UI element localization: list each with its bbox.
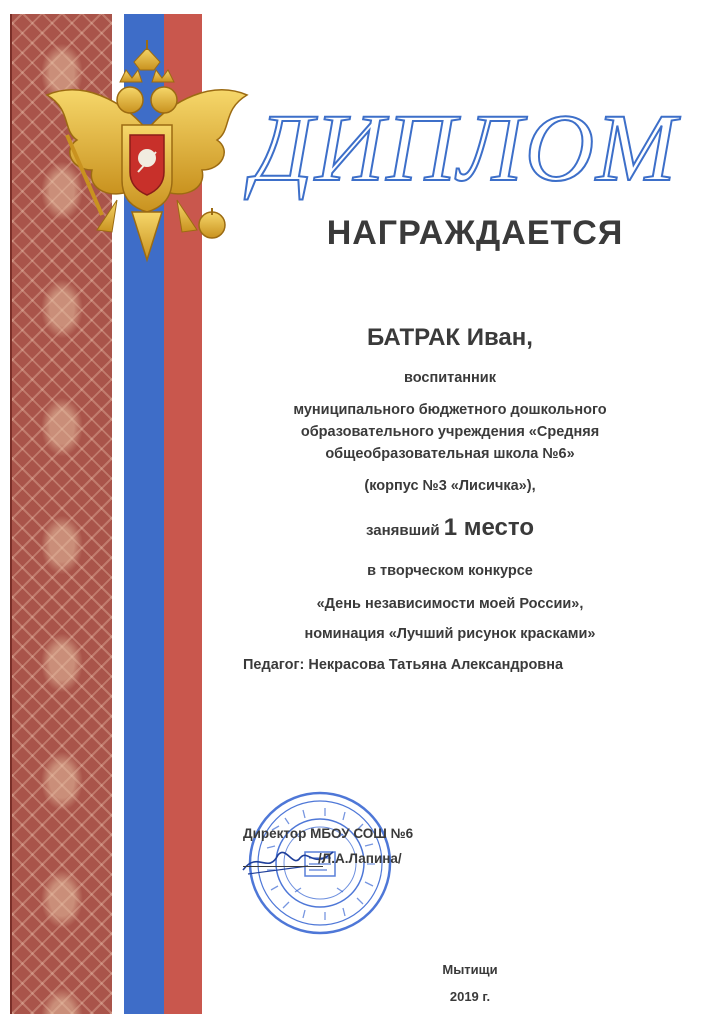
place-prefix: занявший <box>365 522 440 539</box>
coat-of-arms-icon <box>42 40 252 280</box>
signature-line <box>243 866 323 867</box>
diploma-title: ДИПЛОМ <box>251 94 679 201</box>
building-line: (корпус №3 «Лисичка»), <box>364 478 536 494</box>
institution-line-1: муниципального бюджетного дошкольного <box>293 402 607 418</box>
institution-line-3: общеобразовательная школа №6» <box>325 446 575 462</box>
year: 2019 г. <box>449 989 491 1004</box>
contest-name: «День независимости моей России», <box>316 596 584 612</box>
institution-line-2: образовательного учреждения «Средняя <box>300 424 600 440</box>
place-line <box>230 514 670 542</box>
director-title: Директор МБОУ СОШ №6 <box>243 826 414 841</box>
recipient-name: БАТРАК Иван, <box>367 324 533 351</box>
city: Мытищи <box>442 962 498 977</box>
nomination: номинация «Лучший рисунок красками» <box>304 626 596 642</box>
contest-intro: в творческом конкурсе <box>367 563 533 579</box>
teacher-line: Педагог: Некрасова Татьяна Александровна <box>243 657 564 673</box>
awarded-heading: НАГРАЖДАЕТСЯ <box>326 214 624 252</box>
place-value: 1 место <box>443 514 534 541</box>
recipient-role: воспитанник <box>404 370 496 386</box>
director-name: /Л.А.Лапина/ <box>318 851 402 866</box>
